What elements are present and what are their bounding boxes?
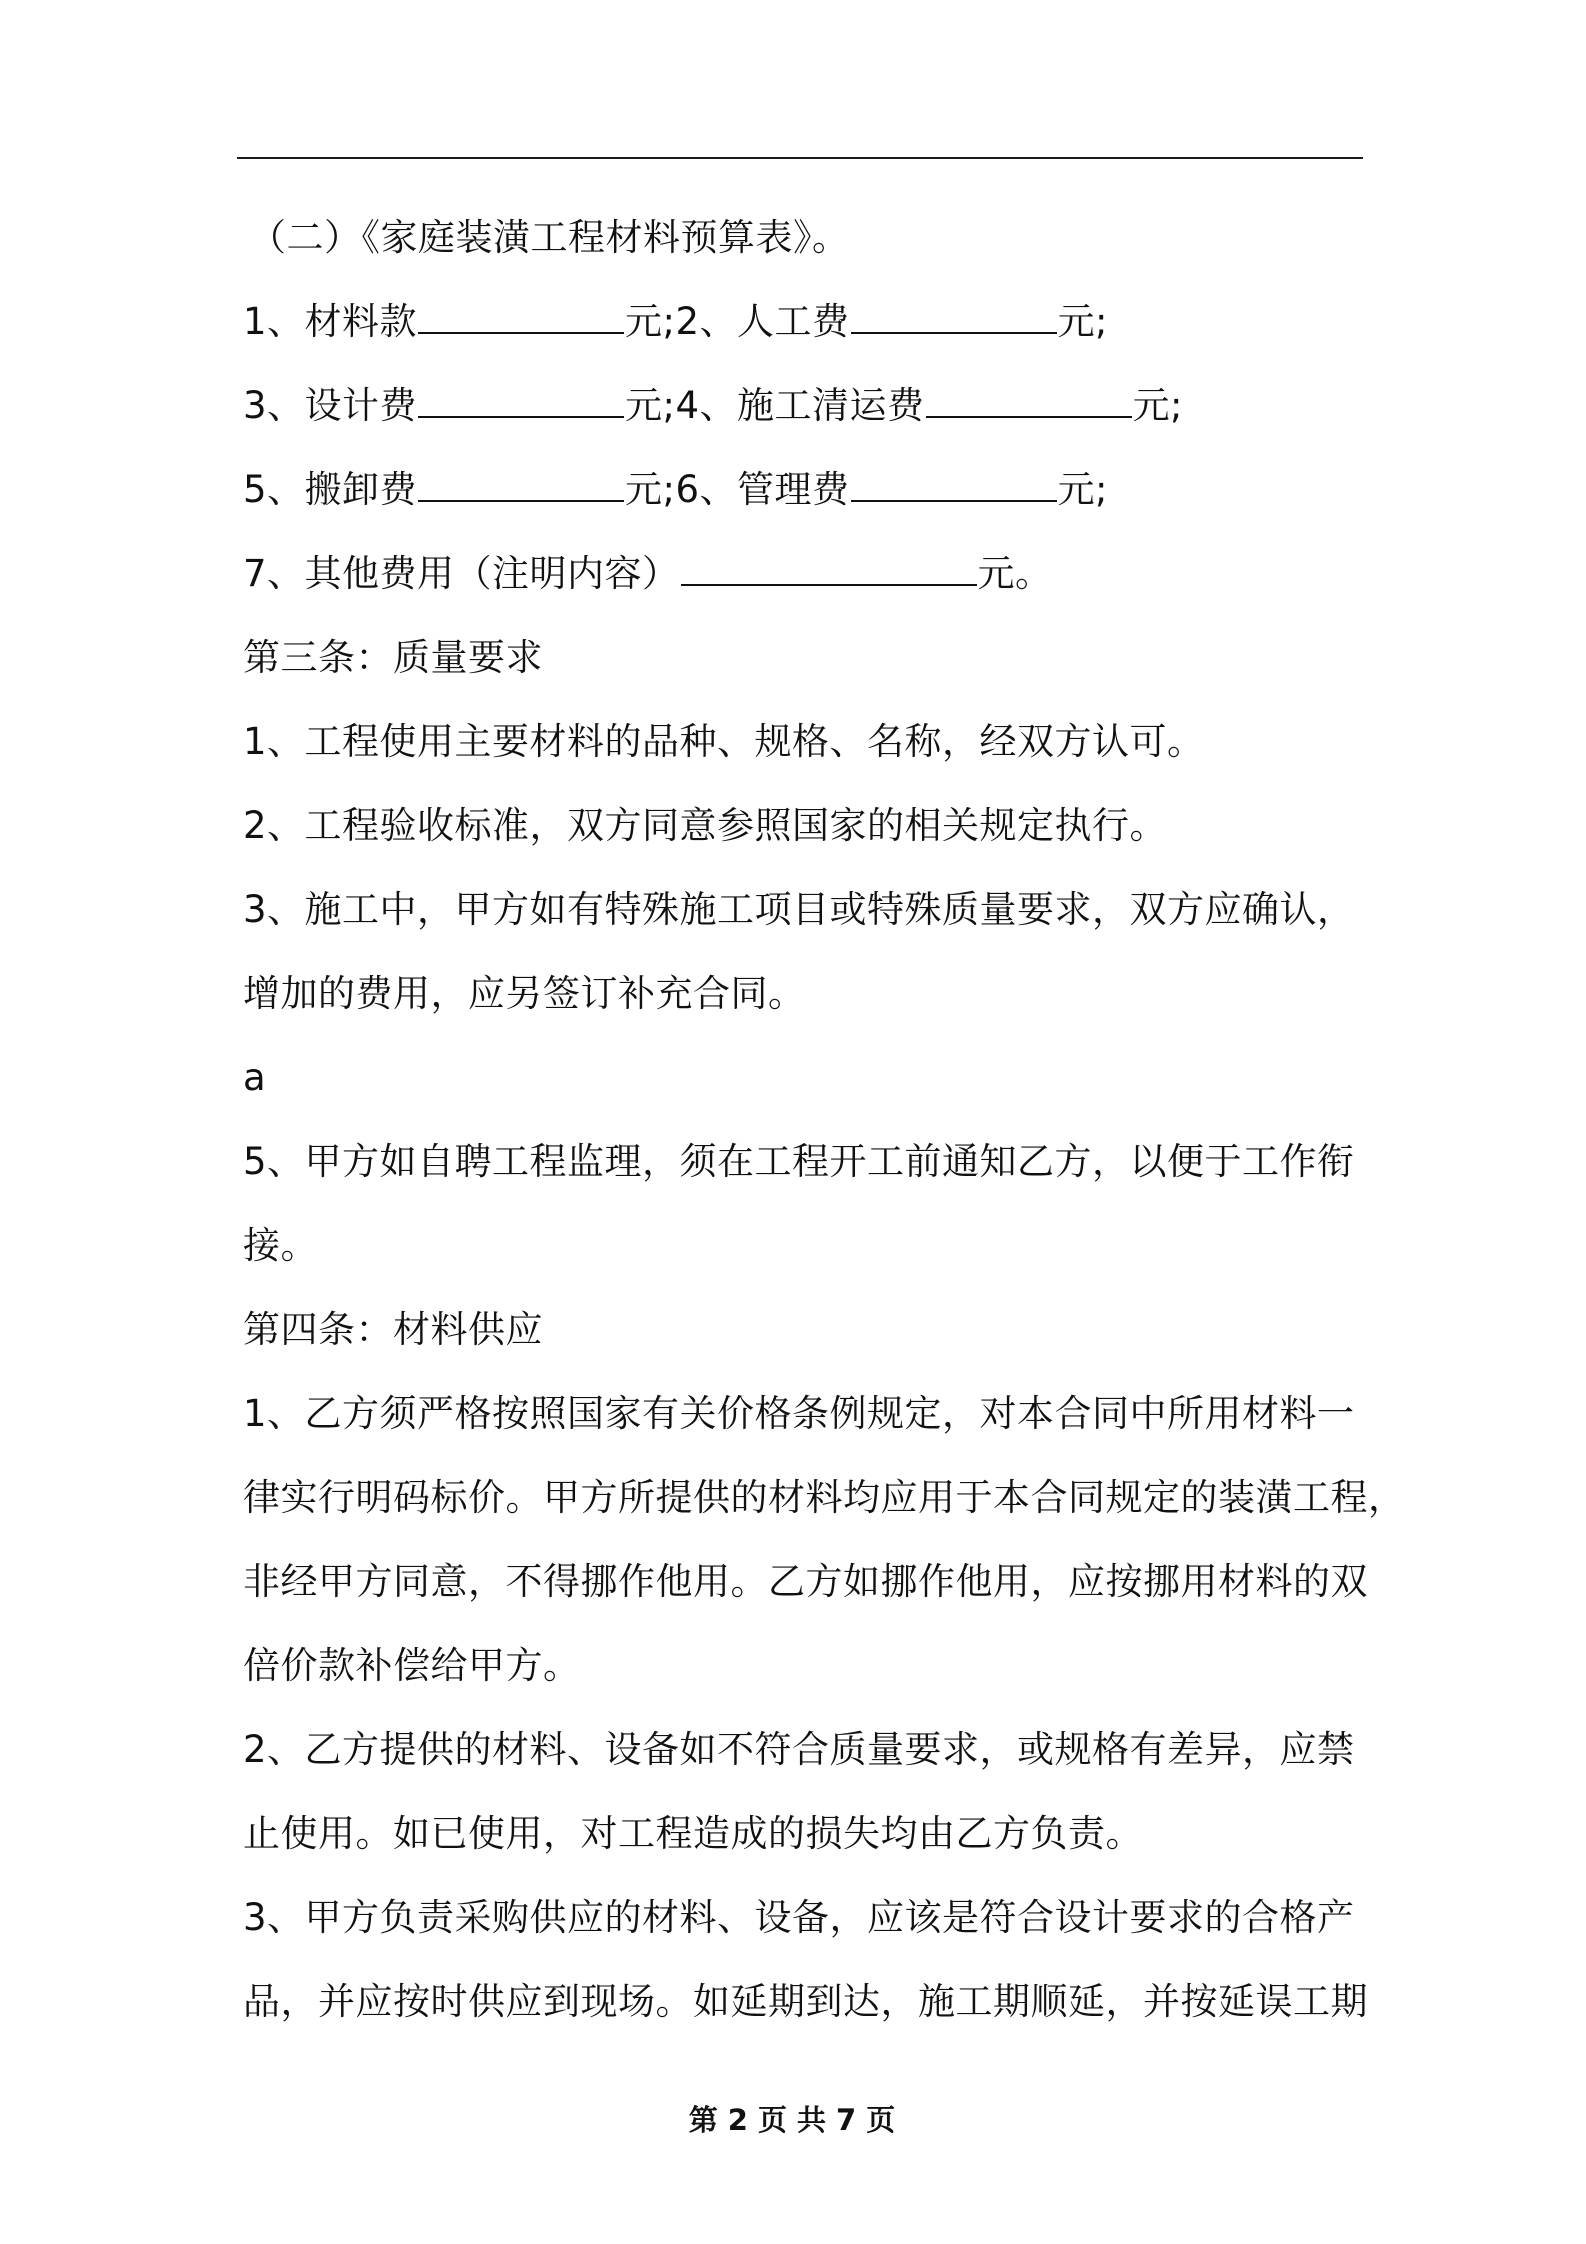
fill-blank: [418, 302, 624, 334]
article-4-clause-2-line-2: 止使用。如已使用，对工程造成的损失均由乙方负责。: [243, 1812, 1143, 1855]
article-3-clause-4: a: [243, 1056, 267, 1099]
fill-blank: [418, 470, 624, 502]
fee-label: 7、其他费用（注明内容）: [243, 552, 680, 595]
current-page-number: 2: [727, 2103, 750, 2137]
fill-blank: [418, 386, 624, 418]
total-label: 共: [797, 2103, 829, 2137]
page-label: 第: [688, 2103, 720, 2137]
fee-unit: 元;: [1132, 384, 1184, 427]
article-4-clause-2-line-1: 2、乙方提供的材料、设备如不符合质量要求，或规格有差异，应禁: [243, 1728, 1355, 1771]
fee-unit: 元;: [625, 468, 676, 511]
article-3-clause-5-line-2: 接。: [243, 1224, 318, 1267]
article-4-title: 第四条：材料供应: [243, 1308, 543, 1351]
fee-label: 2、人工费: [675, 300, 850, 343]
article-4-clause-1-line-2: 律实行明码标价。甲方所提供的材料均应用于本合同规定的装潢工程，: [243, 1476, 1406, 1519]
page-word: 页: [757, 2103, 789, 2137]
page-word-2: 页: [866, 2103, 898, 2137]
fee-row-2: [243, 364, 1393, 448]
article-4-clause-3-line-1: 3、甲方负责采购供应的材料、设备，应该是符合设计要求的合格产: [243, 1896, 1355, 1939]
article-3-clause-3-line-1: 3、施工中，甲方如有特殊施工项目或特殊质量要求，双方应确认，: [243, 888, 1355, 931]
fill-blank: [681, 554, 977, 586]
article-3-clause-3-line-2: 增加的费用，应另签订补充合同。: [243, 972, 806, 1015]
document-body: [243, 196, 1406, 2044]
fee-unit: 元;: [625, 384, 676, 427]
fee-unit: 元。: [977, 552, 1053, 595]
fee-unit: 元;: [1057, 300, 1109, 343]
fee-row-1: [243, 280, 1393, 364]
fee-label: 1、材料款: [243, 300, 418, 343]
article-4-clause-1-line-4: 倍价款补偿给甲方。: [243, 1644, 581, 1687]
article-3-title: 第三条：质量要求: [243, 636, 543, 679]
page-footer: [0, 2098, 1586, 2139]
total-pages-number: 7: [836, 2103, 859, 2137]
fill-blank: [851, 302, 1057, 334]
article-3-clause-5-line-1: 5、甲方如自聘工程监理，须在工程开工前通知乙方，以便于工作衔: [243, 1140, 1355, 1183]
fee-label: 5、搬卸费: [243, 468, 418, 511]
article-4-clause-1-line-3: 非经甲方同意，不得挪作他用。乙方如挪作他用，应按挪用材料的双: [243, 1560, 1368, 1603]
fee-unit: 元;: [1057, 468, 1109, 511]
article-4-clause-1-line-1: 1、乙方须严格按照国家有关价格条例规定，对本合同中所用材料一: [243, 1392, 1355, 1435]
fee-row-3: [243, 448, 1393, 532]
fee-label: 4、施工清运费: [675, 384, 925, 427]
article-3-clause-1: 1、工程使用主要材料的品种、规格、名称，经双方认可。: [243, 720, 1205, 763]
fill-blank: [851, 470, 1057, 502]
fee-label: 6、管理费: [675, 468, 850, 511]
article-4-clause-3-line-2: 品，并应按时供应到现场。如延期到达，施工期顺延，并按延误工期: [243, 1980, 1368, 2023]
material-budget-heading: （二）《家庭装潢工程材料预算表》。: [249, 216, 850, 259]
fill-blank: [926, 386, 1132, 418]
fee-row-4: [243, 532, 1393, 616]
fee-unit: 元;: [625, 300, 676, 343]
header-rule: [237, 157, 1363, 159]
fee-label: 3、设计费: [243, 384, 418, 427]
article-3-clause-2: 2、工程验收标准，双方同意参照国家的相关规定执行。: [243, 804, 1168, 847]
